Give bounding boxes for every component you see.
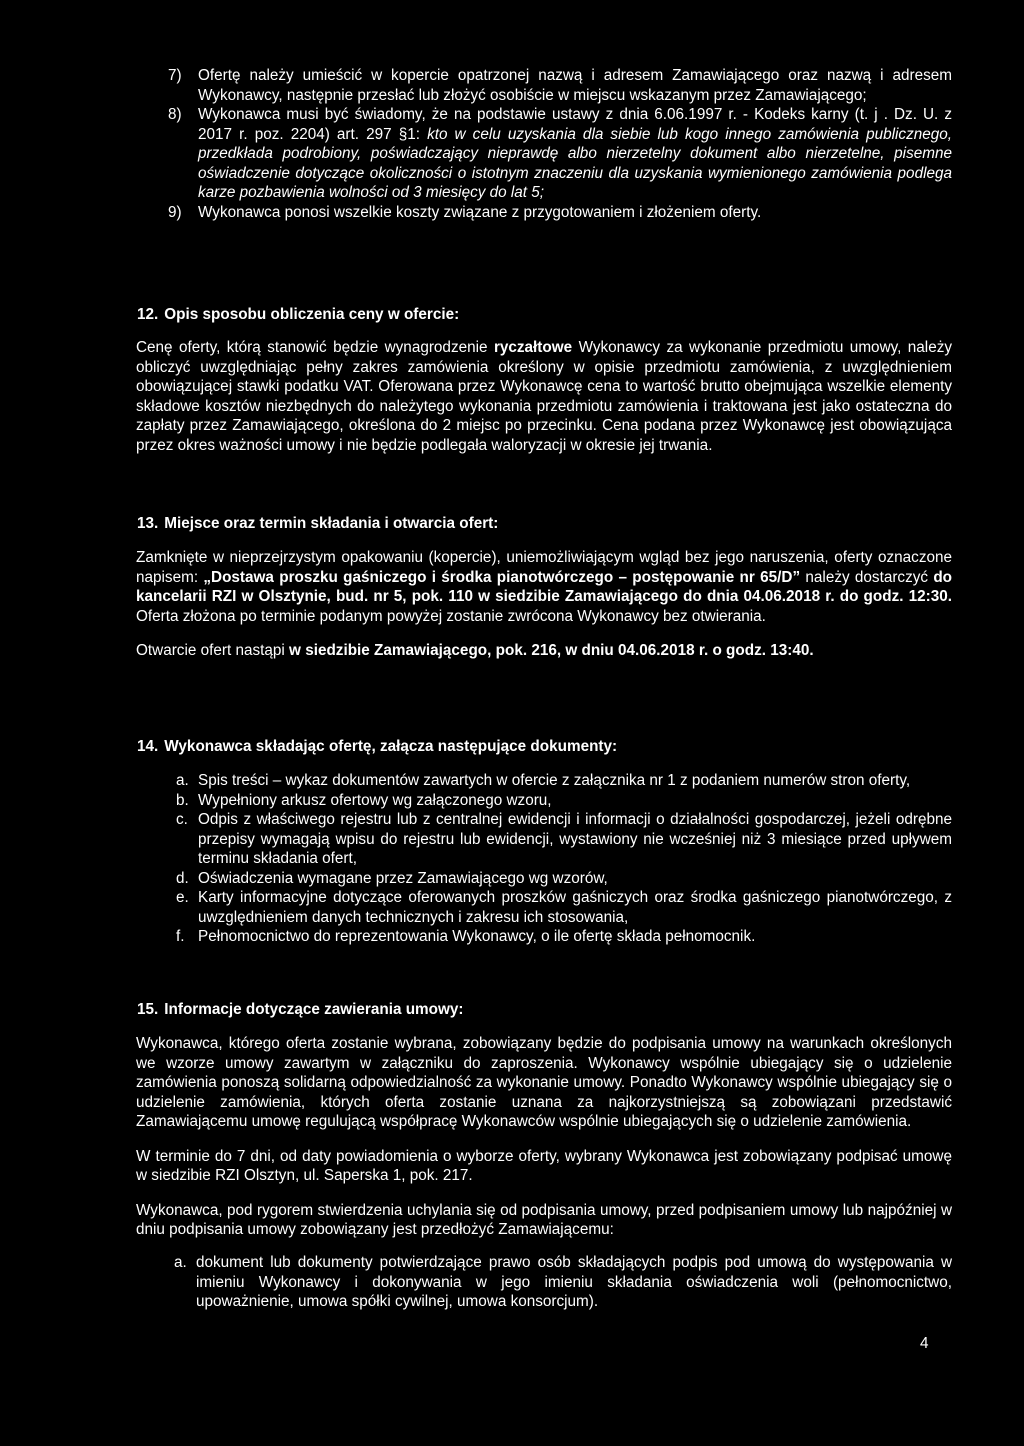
paragraph: [136, 641, 952, 661]
section-13: [136, 514, 952, 534]
section-13-body: [136, 548, 952, 661]
list-marker: 7): [168, 67, 182, 84]
list-marker: f.: [176, 928, 185, 945]
tender-name: „Dostawa proszku gaśniczego i środka pianotwórczego – postępowanie nr 65/D”: [203, 568, 801, 586]
section-heading: [137, 514, 952, 534]
list-marker: d.: [176, 869, 189, 887]
kodeks-reference: Wykonawca musi być świadomy, że na podstawie ustawy z dnia 6.06.1997 r. - Kodeks karny (t. j . Dz. U. z 2017 r. poz. 2204) art. 297 §1:: [198, 106, 952, 143]
list-item-7: [136, 66, 952, 105]
text-run: Cenę oferty, którą stanowić będzie wynagrodzenie: [136, 339, 488, 356]
article-quote: kto w celu uzyskania dla siebie lub kogo innego zamówienia publicznego, przedkłada podrobiony, poświadczający nieprawdę albo nierzetelny dokument albo nierzetelne, pisemne oświadczenie dotyczące okoliczności o istotnym znaczeniu dla uzyskania wymienionego zamówienia podlega karze pozbawienia wolności od 3 miesięcy do lat 5;: [198, 125, 953, 201]
text-run: Wykonawcy za wykonanie przedmiotu umowy, należy obliczyć uwzględniając pełny zakres zamówienia określony w opisie przedmiotu zamówienia, z uwzględnieniem obowiązującej stawki podatku VAT. Oferowana przez Wykonawcę cena to wartość brutto obejmująca wszelkie elementy składowe kosztów niezbędnych do należytego wykonania przedmiotu zamówienia i traktowana jest jako ostateczna do zapłaty przez Zamawiającego, określona do 2 miejsc po przecinku. Cena podana przez Wykonawcę jest obowiązująca przez okres ważności umowy i nie będzie podlegała waloryzacji w okresie jej trwania.: [136, 339, 953, 454]
section-number: 12.: [137, 306, 159, 323]
list-item-text: Odpis z właściwego rejestru lub z centralnej ewidencji i informacji o działalności gospodarczej, jeżeli odrębne przepisy wymagają wpisu do rejestru lub ewidencji, wystawiony nie wcześniej niż 3 miesiące przed upływem terminu składania ofert,: [198, 811, 952, 867]
list-marker: 8): [168, 106, 182, 123]
list-item-text: Ofertę należy umieścić w kopercie opatrzonej nazwą i adresem Zamawiającego oraz nazwą i adresem Wykonawcy, następnie przesłać lub złożyć osobiście w miejscu wskazanym przez Zamawiającego;: [198, 67, 952, 104]
list-item-text: dokument lub dokumenty potwierdzające prawo osób składających podpis pod umową do występowania w imieniu Wykonawcy i dokonywania w jego imieniu składania oświadczenia woli (pełnomocnictwo, upoważnienie, umowa spółki cywilnej, umowa konsorcjum).: [196, 1254, 952, 1310]
section-14: [136, 737, 952, 757]
list-item: [136, 927, 952, 947]
paragraph: Wykonawca, pod rygorem stwierdzenia uchylania się od podpisania umowy, przed podpisaniem umowy lub najpóźniej w dniu podpisania umowy zobowiązany jest przedłożyć Zamawiającemu:: [136, 1201, 952, 1238]
list-marker: c.: [176, 811, 188, 828]
list-marker: a.: [176, 772, 189, 789]
list-item: [136, 1253, 952, 1312]
list-item-8: [136, 105, 952, 203]
section-title: Opis sposobu obliczenia ceny w ofercie:: [164, 306, 460, 323]
page-number: 4: [920, 1335, 929, 1352]
list-marker: e.: [176, 889, 189, 906]
list-item: [136, 869, 952, 889]
list-item: [136, 791, 952, 811]
list-item-text: Wypełniony arkusz ofertowy wg załączonego wzoru,: [198, 791, 552, 809]
section-15: [136, 1000, 952, 1020]
text-run: należy dostarczyć: [805, 568, 929, 586]
section-number: 14.: [137, 738, 159, 755]
list-item-text: Pełnomocnictwo do reprezentowania Wykonawcy, o ile ofertę składa pełnomocnik.: [198, 928, 756, 945]
list-item-9: [136, 203, 952, 223]
section-heading: [137, 305, 952, 325]
text-run: Otwarcie ofert nastąpi: [136, 642, 285, 659]
section-title: Wykonawca składając ofertę, załącza następujące dokumenty:: [164, 738, 618, 755]
list-marker: b.: [176, 791, 189, 809]
paragraph: Wykonawca, którego oferta zostanie wybrana, zobowiązany będzie do podpisania umowy na warunkach określonych we wzorze umowy zawartym w załączniku do zaproszenia. Wykonawcy wspólnie ubiegający się o udzielenie zamówienia ponoszą solidarną odpowiedzialność za wykonanie umowy. Ponadto Wykonawcy wspólnie ubiegający się o udzielenie zamówienia, których oferta zostanie uznana za najkorzystniejszą są zobowiązani przedstawić Zamawiającemu umowę regulującą współpracę Wykonawców wspólnie ubiegających się o udzielenie zamówienia.: [136, 1035, 952, 1130]
list-item: [136, 771, 952, 791]
list-item-text: [194, 105, 952, 203]
bold-term: ryczałtowe: [493, 339, 573, 356]
section-14-list: [136, 771, 952, 947]
opening-location-date: w siedzibie Zamawiającego, pok. 216, w dniu 04.06.2018 r. o godz. 13:40.: [289, 642, 814, 659]
section-title: Miejsce oraz termin składania i otwarcia ofert:: [164, 515, 499, 532]
section-title: Informacje dotyczące zawierania umowy:: [164, 1001, 464, 1018]
list-item-text: Oświadczenia wymagane przez Zamawiającego wg wzorów,: [198, 869, 608, 887]
section-number: 13.: [137, 515, 159, 532]
list-items-7-9: [136, 66, 952, 222]
list-item-text: Wykonawca ponosi wszelkie koszty związane z przygotowaniem i złożeniem oferty.: [198, 203, 762, 221]
paragraph: W terminie do 7 dni, od daty powiadomienia o wyborze oferty, wybrany Wykonawca jest zobowiązany podpisać umowę w siedzibie RZI Olsztyn, ul. Saperska 1, pok. 217.: [136, 1147, 952, 1184]
section-12: [136, 305, 952, 325]
list-item: [136, 810, 952, 869]
list-marker: 9): [168, 203, 182, 221]
section-number: 15.: [137, 1001, 159, 1018]
section-heading: [137, 1000, 952, 1020]
list-item-text: Spis treści – wykaz dokumentów zawartych w ofercie z załącznika nr 1 z podaniem numerów stron oferty,: [198, 772, 911, 789]
paragraph: [136, 548, 952, 626]
section-12-body: [136, 338, 952, 455]
section-heading: [137, 737, 952, 757]
section-15-list: [136, 1253, 952, 1312]
section-15-body: [136, 1034, 952, 1240]
list-marker: a.: [174, 1254, 187, 1271]
list-item: [136, 888, 952, 927]
list-item-text: Karty informacyjne dotyczące oferowanych proszków gaśniczych oraz środka gaśniczego pianotwórczego, z uwzględnieniem danych technicznych i zakresu ich stosowania,: [198, 889, 952, 926]
text-run: Zamknięte w nieprzejrzystym opakowaniu (kopercie), uniemożliwiającym wgląd bez jego naruszenia, oferty oznaczone napisem:: [136, 549, 952, 586]
text-run: Oferta złożona po terminie podanym powyżej zostanie zwrócona Wykonawcy bez otwierania.: [136, 607, 766, 625]
paragraph: [136, 338, 952, 455]
delivery-location-deadline: do kancelarii RZI w Olsztynie, bud. nr 5, pok. 110 w siedzibie Zamawiającego do dnia 04.06.2018 r. do godz. 12:30.: [136, 568, 953, 605]
